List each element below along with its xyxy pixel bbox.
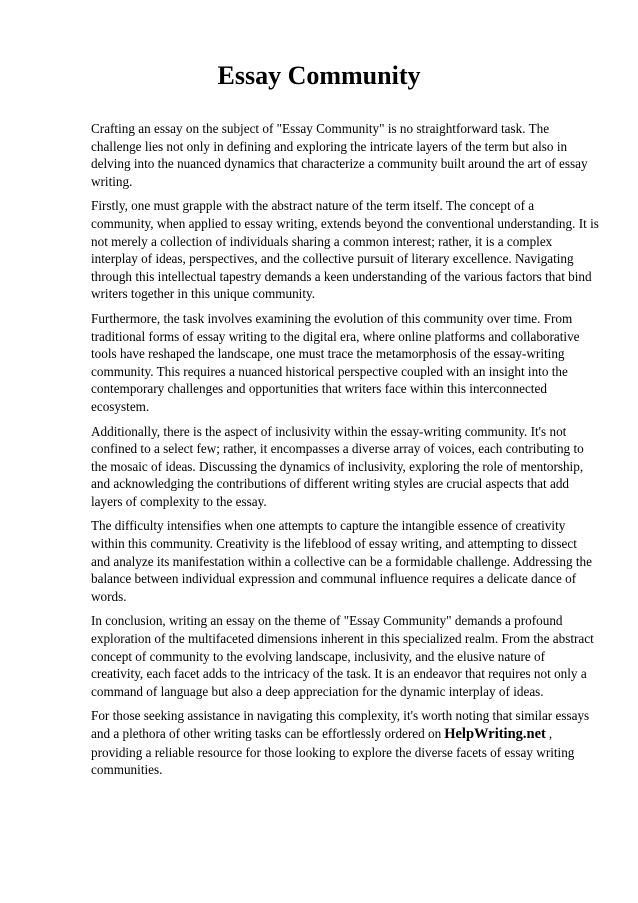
closing-text-before: For those seeking assistance in navigating this complexity, it's worth noting that similar essays and a plethora of other writing tasks can be effortlessly ordered on xyxy=(91,708,590,741)
paragraph-abstract-nature: Firstly, one must grapple with the abstract nature of the term itself. The concept of a community, when applied to essay writing, extends beyond the conventional understanding. It is not merely a collection of individuals sharing a common interest; rather, it is a complex interplay of ideas, perspectives, and the collective pursuit of literary excellence. Navigating through this intellectual tapestry demands a keen understanding of the various factors that bind writers together in this unique community. xyxy=(91,198,599,302)
paragraph-evolution: Furthermore, the task involves examining the evolution of this community over time. From traditional forms of essay writing to the digital era, where online platforms and collaborative tools have reshaped the landscape, one must trace the metamorphosis of the essay-writing community. This requires a nuanced historical perspective coupled with an insight into the contemporary challenges and opportunities that writers face within this interconnected ecosystem. xyxy=(91,310,580,414)
paragraph-conclusion: In conclusion, writing an essay on the theme of "Essay Community" demands a profound exploration of the multifaceted dimensions inherent in this specialized realm. From the abstract concept of community to the evolving landscape, inclusivity, and the elusive nature of creativity, each facet adds to the intricacy of the task. It is an endeavor that requires not only a command of language but also a deep appreciation for the dynamic interplay of ideas. xyxy=(91,613,594,699)
paragraph-intro: Crafting an essay on the subject of "Essay Community" is no straightforward task. The challenge lies not only in defining and exploring the intricate layers of the term but also in delving into the nuanced dynamics that characterize a community built around the art of essay writing. xyxy=(91,121,588,189)
paragraph-inclusivity: Additionally, there is the aspect of inclusivity within the essay-writing community. It's not confined to a select few; rather, it encompasses a diverse array of voices, each contributing to the mosaic of ideas. Discussing the dynamics of inclusivity, exploring the role of mentorship, and acknowledging the contributions of different writing styles are crucial aspects that add layers of complexity to the essay. xyxy=(91,423,584,509)
closing-text-after: , providing a reliable resource for those looking to explore the diverse facets of essay writing communities. xyxy=(91,726,575,778)
page-title: Essay Community xyxy=(217,61,421,90)
helpwriting-link[interactable]: HelpWriting.net xyxy=(444,726,546,742)
paragraph-creativity: The difficulty intensifies when one attempts to capture the intangible essence of creativity within this community. Creativity is the lifeblood of essay writing, and attempting to dissect and analyze its manifestation within a collective can be a formidable challenge. Addressing the balance between individual expression and communal influence requires a delicate dance of words. xyxy=(91,518,592,604)
paragraph-closing xyxy=(91,707,599,778)
essay-body xyxy=(91,120,599,786)
